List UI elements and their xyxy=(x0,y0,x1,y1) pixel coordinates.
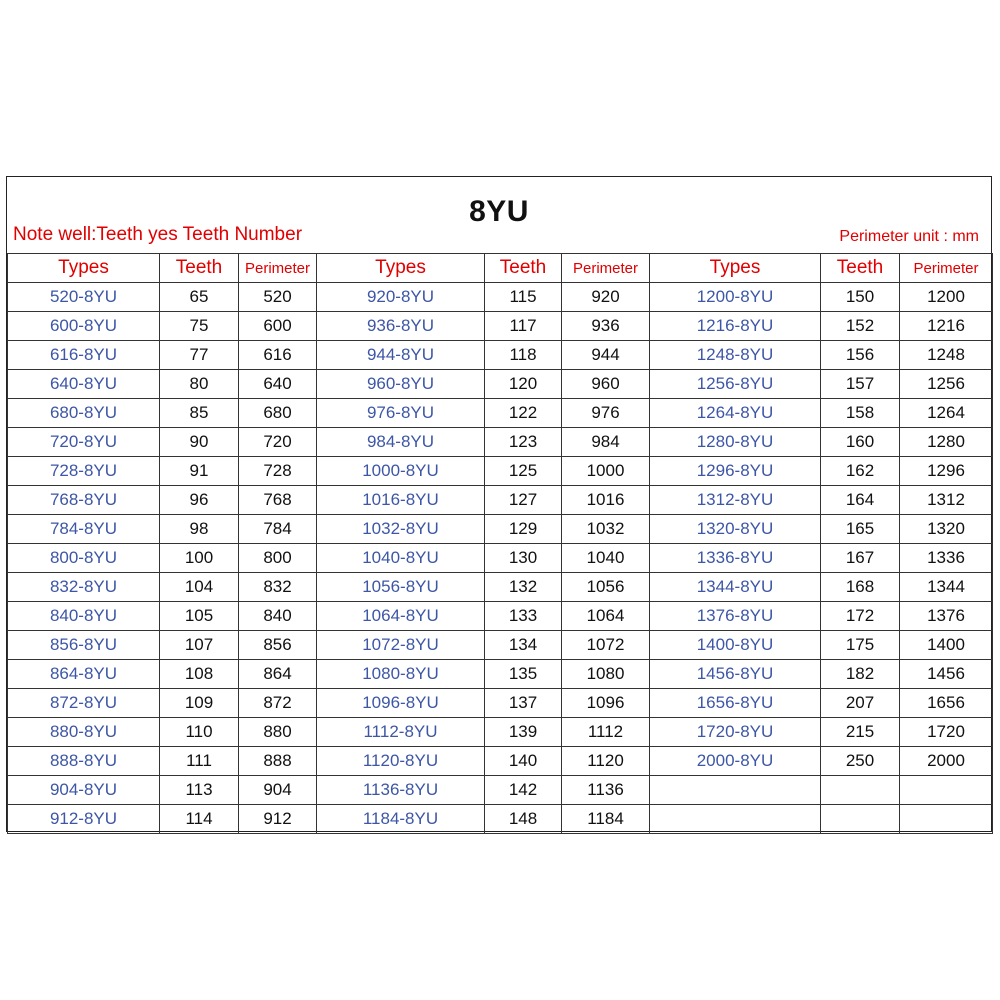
perimeter-cell: 920 xyxy=(562,283,650,312)
teeth-cell: 162 xyxy=(821,457,900,486)
table-row xyxy=(8,486,993,515)
title-band xyxy=(7,177,991,255)
type-cell: 856-8YU xyxy=(8,631,160,660)
teeth-cell: 107 xyxy=(160,631,239,660)
teeth-cell: 122 xyxy=(485,399,562,428)
teeth-cell: 134 xyxy=(485,631,562,660)
teeth-cell: 110 xyxy=(160,718,239,747)
table-row xyxy=(8,312,993,341)
teeth-cell: 125 xyxy=(485,457,562,486)
perimeter-cell: 1400 xyxy=(900,631,993,660)
teeth-cell: 152 xyxy=(821,312,900,341)
teeth-cell: 250 xyxy=(821,747,900,776)
unit-note: Perimeter unit : mm xyxy=(839,228,979,245)
table-row xyxy=(8,747,993,776)
type-cell: 616-8YU xyxy=(8,341,160,370)
perimeter-cell: 832 xyxy=(239,573,317,602)
header-types: Types xyxy=(650,254,821,283)
type-cell: 1400-8YU xyxy=(650,631,821,660)
teeth-cell xyxy=(821,805,900,834)
teeth-cell: 123 xyxy=(485,428,562,457)
type-cell: 728-8YU xyxy=(8,457,160,486)
table-row xyxy=(8,515,993,544)
perimeter-cell: 1216 xyxy=(900,312,993,341)
teeth-cell: 157 xyxy=(821,370,900,399)
teeth-cell: 148 xyxy=(485,805,562,834)
type-cell: 800-8YU xyxy=(8,544,160,573)
perimeter-cell: 1336 xyxy=(900,544,993,573)
header-perimeter: Perimeter xyxy=(239,254,317,283)
type-cell: 880-8YU xyxy=(8,718,160,747)
type-cell xyxy=(650,805,821,834)
type-cell: 1184-8YU xyxy=(317,805,485,834)
teeth-cell: 168 xyxy=(821,573,900,602)
perimeter-cell: 864 xyxy=(239,660,317,689)
teeth-cell: 114 xyxy=(160,805,239,834)
teeth-cell: 130 xyxy=(485,544,562,573)
teeth-cell: 127 xyxy=(485,486,562,515)
perimeter-cell: 936 xyxy=(562,312,650,341)
teeth-cell: 118 xyxy=(485,341,562,370)
type-cell: 1336-8YU xyxy=(650,544,821,573)
perimeter-cell: 880 xyxy=(239,718,317,747)
perimeter-cell: 2000 xyxy=(900,747,993,776)
type-cell: 1720-8YU xyxy=(650,718,821,747)
perimeter-cell: 1320 xyxy=(900,515,993,544)
perimeter-cell: 520 xyxy=(239,283,317,312)
teeth-cell: 115 xyxy=(485,283,562,312)
teeth-cell: 109 xyxy=(160,689,239,718)
type-cell: 1000-8YU xyxy=(317,457,485,486)
type-cell: 2000-8YU xyxy=(650,747,821,776)
type-cell: 600-8YU xyxy=(8,312,160,341)
perimeter-cell: 1040 xyxy=(562,544,650,573)
teeth-cell: 182 xyxy=(821,660,900,689)
teeth-cell: 156 xyxy=(821,341,900,370)
perimeter-cell: 1120 xyxy=(562,747,650,776)
page-title: 8YU xyxy=(469,195,529,228)
type-cell: 720-8YU xyxy=(8,428,160,457)
perimeter-cell: 720 xyxy=(239,428,317,457)
perimeter-cell: 640 xyxy=(239,370,317,399)
belt-size-table xyxy=(7,253,993,834)
type-cell: 832-8YU xyxy=(8,573,160,602)
header-perimeter: Perimeter xyxy=(900,254,993,283)
perimeter-cell: 856 xyxy=(239,631,317,660)
perimeter-cell: 1032 xyxy=(562,515,650,544)
teeth-cell: 175 xyxy=(821,631,900,660)
teeth-cell: 85 xyxy=(160,399,239,428)
type-cell: 640-8YU xyxy=(8,370,160,399)
teeth-cell: 133 xyxy=(485,602,562,631)
table-row xyxy=(8,718,993,747)
perimeter-cell: 1264 xyxy=(900,399,993,428)
perimeter-cell: 872 xyxy=(239,689,317,718)
teeth-cell: 100 xyxy=(160,544,239,573)
perimeter-cell: 1256 xyxy=(900,370,993,399)
teeth-cell: 207 xyxy=(821,689,900,718)
teeth-cell: 215 xyxy=(821,718,900,747)
perimeter-cell xyxy=(900,805,993,834)
table-row xyxy=(8,544,993,573)
table-row xyxy=(8,689,993,718)
teeth-cell: 150 xyxy=(821,283,900,312)
header-teeth: Teeth xyxy=(485,254,562,283)
perimeter-cell: 768 xyxy=(239,486,317,515)
perimeter-cell: 616 xyxy=(239,341,317,370)
teeth-cell: 167 xyxy=(821,544,900,573)
header-types: Types xyxy=(317,254,485,283)
teeth-cell: 113 xyxy=(160,776,239,805)
table-row xyxy=(8,399,993,428)
table-row xyxy=(8,573,993,602)
teeth-cell: 172 xyxy=(821,602,900,631)
perimeter-cell: 1656 xyxy=(900,689,993,718)
type-cell: 1264-8YU xyxy=(650,399,821,428)
type-cell: 1072-8YU xyxy=(317,631,485,660)
type-cell: 1136-8YU xyxy=(317,776,485,805)
type-cell: 784-8YU xyxy=(8,515,160,544)
perimeter-cell: 984 xyxy=(562,428,650,457)
type-cell: 984-8YU xyxy=(317,428,485,457)
perimeter-cell: 1248 xyxy=(900,341,993,370)
teeth-cell xyxy=(821,776,900,805)
perimeter-cell: 1136 xyxy=(562,776,650,805)
teeth-cell: 117 xyxy=(485,312,562,341)
teeth-cell: 77 xyxy=(160,341,239,370)
type-cell: 680-8YU xyxy=(8,399,160,428)
perimeter-cell: 944 xyxy=(562,341,650,370)
perimeter-cell: 600 xyxy=(239,312,317,341)
type-cell: 1096-8YU xyxy=(317,689,485,718)
teeth-cell: 160 xyxy=(821,428,900,457)
type-cell: 960-8YU xyxy=(317,370,485,399)
table-row xyxy=(8,457,993,486)
teeth-cell: 129 xyxy=(485,515,562,544)
type-cell: 1280-8YU xyxy=(650,428,821,457)
perimeter-cell: 1056 xyxy=(562,573,650,602)
teeth-cell: 111 xyxy=(160,747,239,776)
type-cell: 520-8YU xyxy=(8,283,160,312)
table-row xyxy=(8,776,993,805)
type-cell: 936-8YU xyxy=(317,312,485,341)
teeth-cell: 140 xyxy=(485,747,562,776)
perimeter-cell: 1720 xyxy=(900,718,993,747)
type-cell: 1120-8YU xyxy=(317,747,485,776)
type-cell: 1200-8YU xyxy=(650,283,821,312)
perimeter-cell: 840 xyxy=(239,602,317,631)
perimeter-cell: 1000 xyxy=(562,457,650,486)
perimeter-cell: 1072 xyxy=(562,631,650,660)
type-cell: 1216-8YU xyxy=(650,312,821,341)
perimeter-cell: 800 xyxy=(239,544,317,573)
teeth-cell: 105 xyxy=(160,602,239,631)
perimeter-cell: 1016 xyxy=(562,486,650,515)
type-cell: 872-8YU xyxy=(8,689,160,718)
perimeter-cell: 1280 xyxy=(900,428,993,457)
type-cell: 1064-8YU xyxy=(317,602,485,631)
table-row xyxy=(8,602,993,631)
teeth-cell: 132 xyxy=(485,573,562,602)
perimeter-cell: 904 xyxy=(239,776,317,805)
table-row xyxy=(8,805,993,834)
type-cell: 1248-8YU xyxy=(650,341,821,370)
perimeter-cell: 1200 xyxy=(900,283,993,312)
type-cell: 904-8YU xyxy=(8,776,160,805)
type-cell: 1456-8YU xyxy=(650,660,821,689)
type-cell: 768-8YU xyxy=(8,486,160,515)
perimeter-cell: 1080 xyxy=(562,660,650,689)
type-cell: 920-8YU xyxy=(317,283,485,312)
type-cell: 1040-8YU xyxy=(317,544,485,573)
perimeter-cell: 1296 xyxy=(900,457,993,486)
table-row xyxy=(8,283,993,312)
header-row xyxy=(8,254,993,283)
teeth-cell: 120 xyxy=(485,370,562,399)
teeth-cell: 142 xyxy=(485,776,562,805)
perimeter-cell: 1456 xyxy=(900,660,993,689)
table-body xyxy=(8,283,993,834)
type-cell: 864-8YU xyxy=(8,660,160,689)
perimeter-cell: 888 xyxy=(239,747,317,776)
header-teeth: Teeth xyxy=(160,254,239,283)
type-cell: 1080-8YU xyxy=(317,660,485,689)
type-cell: 1320-8YU xyxy=(650,515,821,544)
header-teeth: Teeth xyxy=(821,254,900,283)
type-cell: 888-8YU xyxy=(8,747,160,776)
perimeter-cell: 960 xyxy=(562,370,650,399)
teeth-cell: 91 xyxy=(160,457,239,486)
type-cell: 976-8YU xyxy=(317,399,485,428)
type-cell: 1376-8YU xyxy=(650,602,821,631)
perimeter-cell xyxy=(900,776,993,805)
perimeter-cell: 1344 xyxy=(900,573,993,602)
table-row xyxy=(8,660,993,689)
type-cell: 1296-8YU xyxy=(650,457,821,486)
teeth-cell: 96 xyxy=(160,486,239,515)
teeth-cell: 135 xyxy=(485,660,562,689)
perimeter-cell: 680 xyxy=(239,399,317,428)
type-cell: 1016-8YU xyxy=(317,486,485,515)
type-cell: 1056-8YU xyxy=(317,573,485,602)
perimeter-cell: 1064 xyxy=(562,602,650,631)
perimeter-cell: 1096 xyxy=(562,689,650,718)
perimeter-cell: 912 xyxy=(239,805,317,834)
type-cell: 912-8YU xyxy=(8,805,160,834)
teeth-note: Note well:Teeth yes Teeth Number xyxy=(13,224,303,245)
teeth-cell: 165 xyxy=(821,515,900,544)
type-cell: 1112-8YU xyxy=(317,718,485,747)
teeth-cell: 80 xyxy=(160,370,239,399)
teeth-cell: 164 xyxy=(821,486,900,515)
type-cell: 944-8YU xyxy=(317,341,485,370)
teeth-cell: 75 xyxy=(160,312,239,341)
teeth-cell: 137 xyxy=(485,689,562,718)
spec-sheet xyxy=(6,176,992,832)
perimeter-cell: 1376 xyxy=(900,602,993,631)
perimeter-cell: 976 xyxy=(562,399,650,428)
table-row xyxy=(8,631,993,660)
type-cell: 1344-8YU xyxy=(650,573,821,602)
type-cell: 1312-8YU xyxy=(650,486,821,515)
teeth-cell: 158 xyxy=(821,399,900,428)
teeth-cell: 90 xyxy=(160,428,239,457)
teeth-cell: 108 xyxy=(160,660,239,689)
header-perimeter: Perimeter xyxy=(562,254,650,283)
perimeter-cell: 1112 xyxy=(562,718,650,747)
type-cell xyxy=(650,776,821,805)
table-row xyxy=(8,370,993,399)
teeth-cell: 139 xyxy=(485,718,562,747)
table-row xyxy=(8,341,993,370)
type-cell: 840-8YU xyxy=(8,602,160,631)
type-cell: 1032-8YU xyxy=(317,515,485,544)
type-cell: 1656-8YU xyxy=(650,689,821,718)
teeth-cell: 98 xyxy=(160,515,239,544)
perimeter-cell: 1184 xyxy=(562,805,650,834)
perimeter-cell: 784 xyxy=(239,515,317,544)
teeth-cell: 104 xyxy=(160,573,239,602)
perimeter-cell: 728 xyxy=(239,457,317,486)
table-row xyxy=(8,428,993,457)
teeth-cell: 65 xyxy=(160,283,239,312)
header-types: Types xyxy=(8,254,160,283)
perimeter-cell: 1312 xyxy=(900,486,993,515)
type-cell: 1256-8YU xyxy=(650,370,821,399)
